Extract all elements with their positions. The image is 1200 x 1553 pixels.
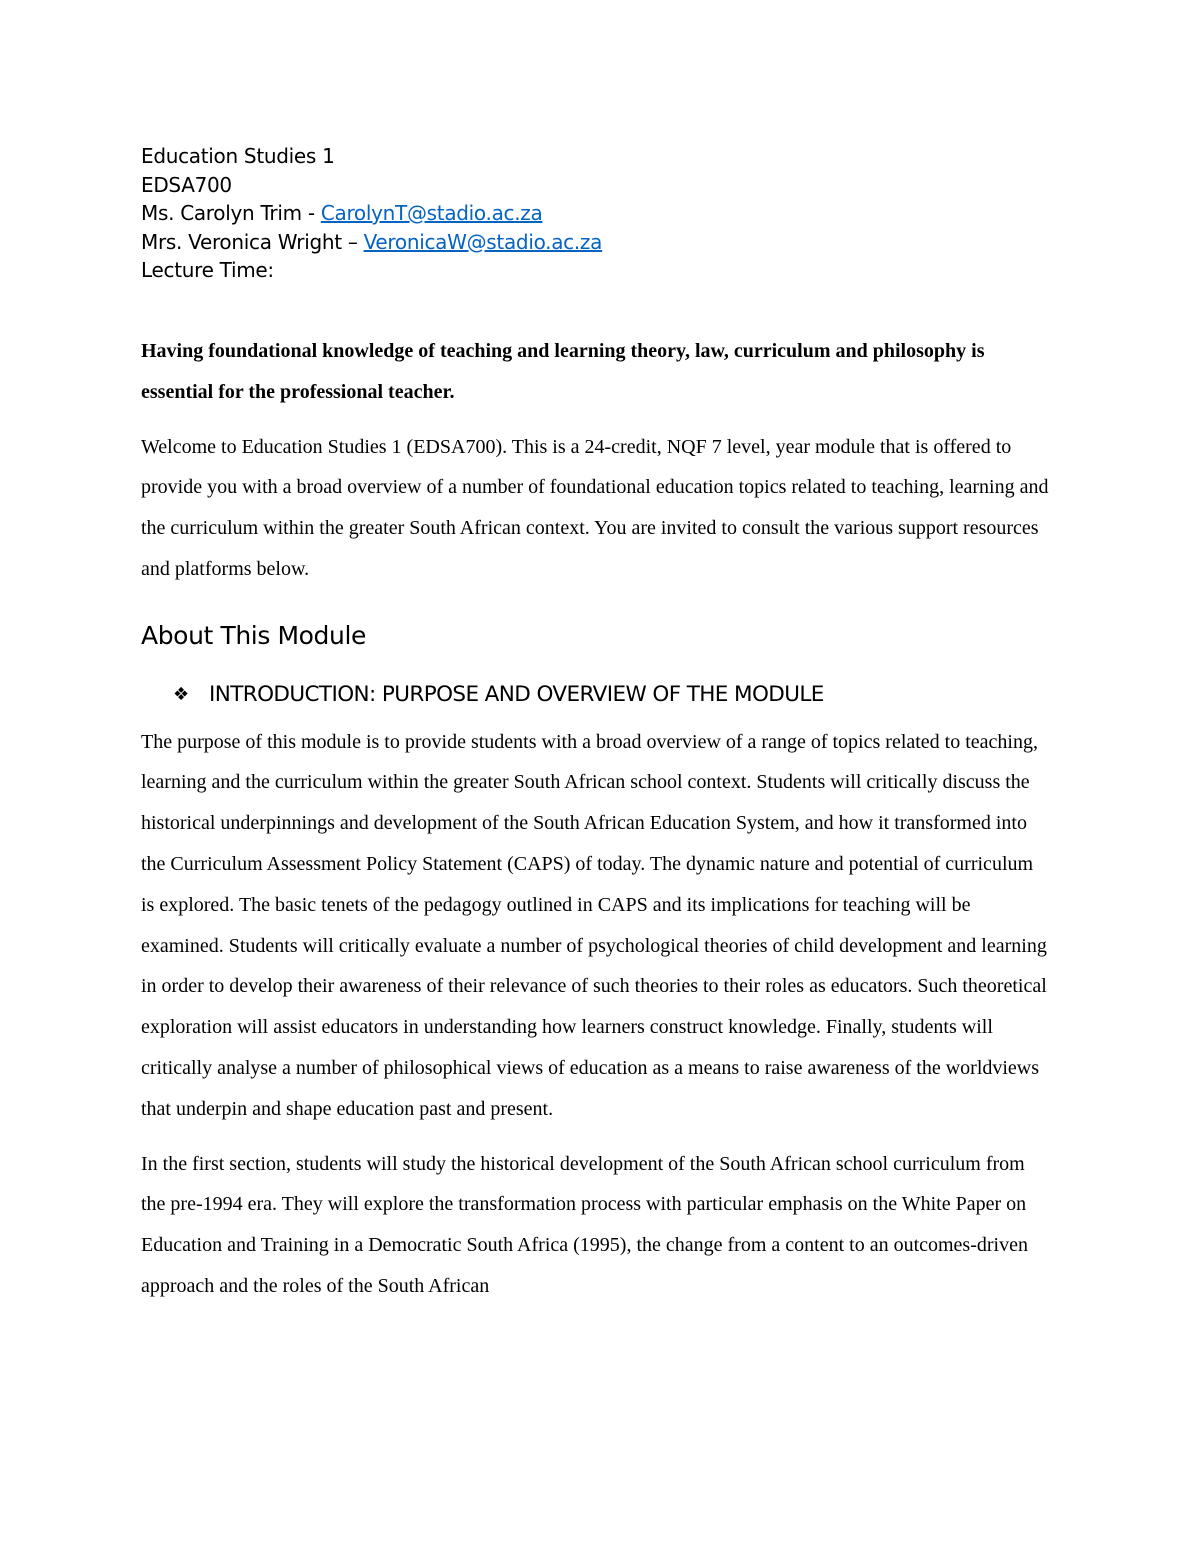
welcome-paragraph: Welcome to Education Studies 1 (EDSA700). This is a 24-credit, NQF 7 level, year module that is offered to provide you with a broad overview of a number of foundational education topics related to teaching, learning and the curriculum within the greater South African context. You are invited to consult the various support resources and platforms below.: [141, 435, 1049, 580]
purpose-paragraph: The purpose of this module is to provide students with a broad overview of a range of topics related to teaching, learning and the curriculum within the greater South African school context. Students will critically discuss the historical underpinnings and development of the South African Education System, and how it transformed into the Curriculum Assessment Policy Statement (CAPS) of today. The dynamic nature and potential of curriculum is explored. The basic tenets of the pedagogy outlined in CAPS and its implications for teaching will be examined. Students will critically evaluate a number of psychological theories of child development and learning in order to develop their awareness of their relevance of such theories to their roles as educators. Such theoretical exploration will assist educators in understanding how learners construct knowledge. Finally, students will critically analyse a number of philosophical views of education as a means to raise awareness of the worldviews that underpin and shape education past and present.: [141, 730, 1047, 1120]
lecturer-1-line: [141, 199, 1050, 228]
about-module-heading: About This Module: [141, 620, 366, 650]
lecturer-2-line: [141, 228, 1050, 257]
lecturer-2-name: Mrs. Veronica Wright –: [141, 229, 364, 254]
lecturer-1-name: Ms. Carolyn Trim -: [141, 201, 321, 225]
introduction-heading: [141, 680, 1050, 710]
lecturer-1-email-link[interactable]: CarolynT@stadio.ac.za: [320, 201, 543, 225]
first-section-paragraph: In the first section, students will study the historical development of the South African school curriculum from the pre-1994 era. They will explore the transformation process with particular emphasis on the White Paper on Education and Training in a Democratic South Africa (1995), the change from a content to an outcomes-driven approach and the roles of the South African: [141, 1152, 1028, 1298]
introduction-heading-text: INTRODUCTION: PURPOSE AND OVERVIEW OF THE MODULE: [209, 681, 824, 707]
course-code: EDSA700: [141, 172, 232, 197]
lecture-time-label: Lecture Time:: [141, 258, 274, 282]
diamond-bullet-icon: ❖: [173, 683, 189, 705]
course-title: Education Studies 1: [141, 144, 335, 168]
lead-statement: Having foundational knowledge of teaching and learning theory, law, curriculum and philosophy is essential for the professional teacher.: [141, 339, 985, 403]
lecturer-2-email-link[interactable]: VeronicaW@stadio.ac.za: [363, 229, 603, 254]
course-header: [141, 142, 1050, 285]
